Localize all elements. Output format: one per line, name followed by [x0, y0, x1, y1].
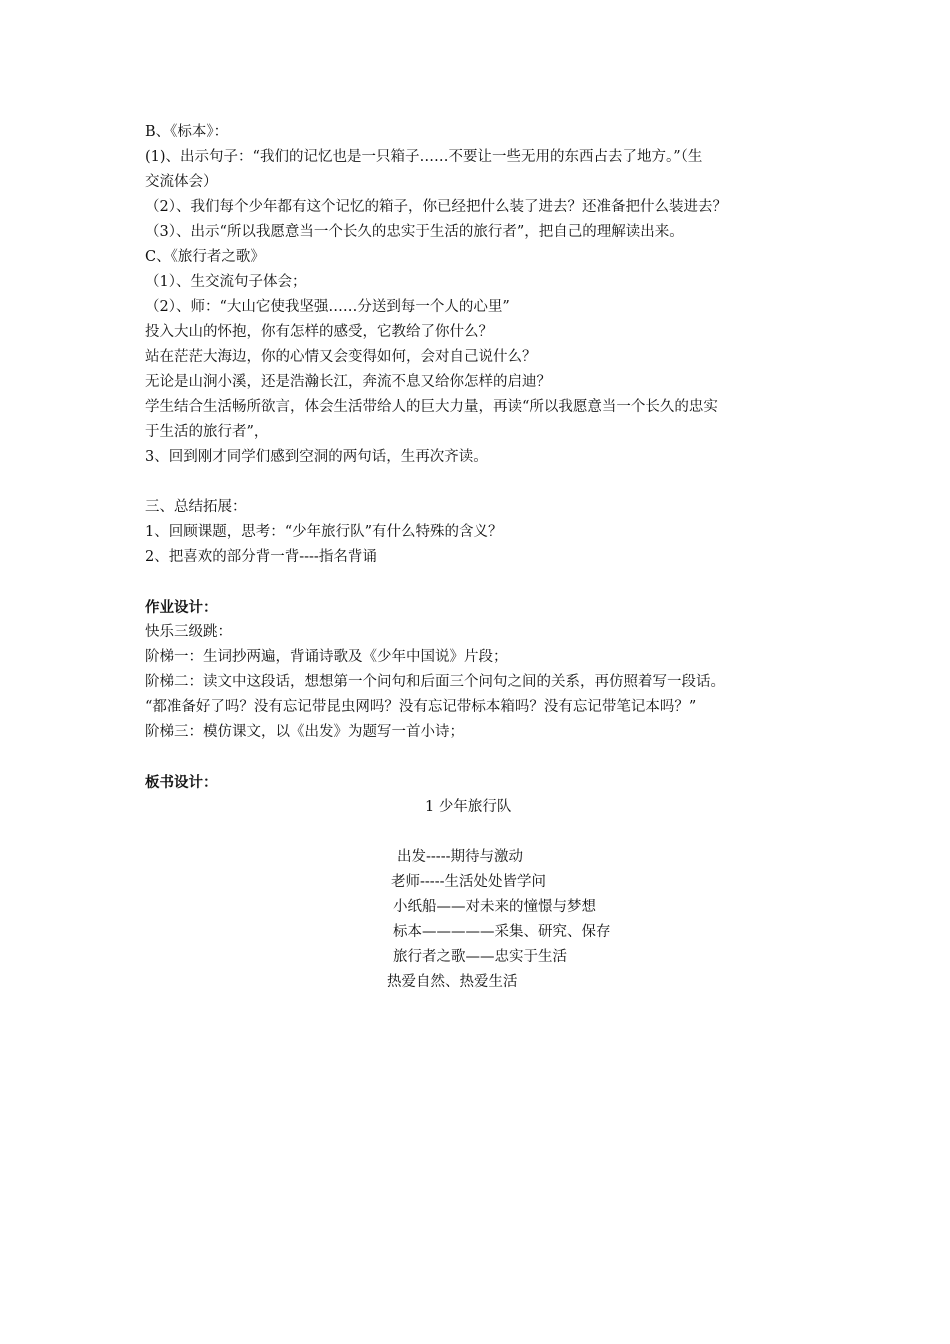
- homework-step-1: 阶梯一：生词抄两遍，背诵诗歌及《少年中国说》片段；: [145, 649, 508, 665]
- section-c-title: C、《旅行者之歌》: [145, 249, 265, 265]
- document-body: [145, 120, 815, 795]
- section-c-step-3: 3、回到刚才同学们感到空洞的两句话，生再次齐读。: [145, 449, 488, 465]
- homework-step-3: 阶梯三：模仿课文，以《出发》为题写一首小诗；: [145, 724, 464, 740]
- board-line-5: 旅行者之歌——忠实于生活: [393, 949, 567, 965]
- section-b-item-2: （2）、我们每个少年都有这个记忆的箱子，你已经把什么装了进去？还准备把什么装进去？: [145, 199, 727, 215]
- board-line-6: 热爱自然、热爱生活: [387, 974, 518, 990]
- section-b-title: B、《标本》：: [145, 124, 229, 140]
- section-c-question-1: 投入大山的怀抱，你有怎样的感受，它教给了你什么？: [145, 324, 493, 340]
- homework-quote: “都准备好了吗？没有忘记带昆虫网吗？没有忘记带标本箱吗？没有忘记带笔记本吗？”: [145, 699, 697, 715]
- section-c-question-2: 站在茫茫大海边，你的心情又会变得如何，会对自己说什么？: [145, 349, 537, 365]
- section-three-item-1: 1、回顾课题，思考：“少年旅行队”有什么特殊的含义？: [145, 524, 503, 540]
- board-line-3: 小纸船——对未来的憧憬与梦想: [393, 899, 596, 915]
- section-three-item-2: 2、把喜欢的部分背一背----指名背诵: [145, 549, 377, 565]
- board-line-1: 出发-----期待与激动: [397, 849, 523, 865]
- section-c-question-3: 无论是山涧小溪，还是浩瀚长江，奔流不息又给你怎样的启迪？: [145, 374, 551, 390]
- section-b-item-1a: (1)、出示句子：“我们的记忆也是一只箱子……不要让一些无用的东西占去了地方。”（生: [145, 149, 703, 165]
- board-design-title: 板书设计：: [145, 774, 218, 791]
- spacer: [145, 470, 815, 495]
- homework-step-2: 阶梯二：读文中这段话，想想第一个问句和后面三个问句之间的关系，再仿照着写一段话。: [145, 674, 725, 690]
- homework-title: 作业设计：: [145, 599, 218, 616]
- section-c-summary-a: 学生结合生活畅所欲言，体会生活带给人的巨大力量，再读“所以我愿意当一个长久的忠实: [145, 399, 718, 415]
- spacer: [145, 570, 815, 595]
- section-c-summary-b: 于生活的旅行者”，: [145, 424, 269, 440]
- section-b-item-1b: 交流体会）: [145, 174, 218, 190]
- board-line-4: 标本—————采集、研究、保存: [393, 924, 611, 940]
- section-c-item-1: （1）、生交流句子体会；: [145, 274, 307, 290]
- section-c-item-2: （2）、师：“大山它使我坚强……分送到每一个人的心里”: [145, 299, 510, 315]
- section-three-title: 三、总结拓展：: [145, 499, 247, 515]
- section-b-item-3: （3）、出示“所以我愿意当一个长久的忠实于生活的旅行者”，把自己的理解读出来。: [145, 224, 684, 240]
- board-lesson-title: 1 少年旅行队: [425, 799, 512, 815]
- homework-intro: 快乐三级跳：: [145, 624, 232, 640]
- spacer: [145, 745, 815, 770]
- board-line-2: 老师-----生活处处皆学问: [391, 874, 546, 890]
